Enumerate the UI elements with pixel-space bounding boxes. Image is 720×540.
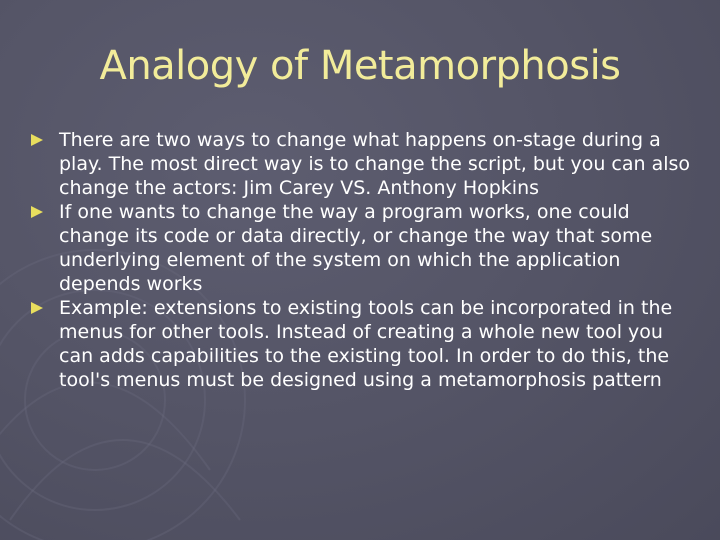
bullet-item xyxy=(31,296,701,392)
bullet-item xyxy=(31,200,701,296)
bullet-text: There are two ways to change what happens on-stage during a play. The most direct way is to change the script, but you can also change the actors: Jim Carey VS. Anthony Hopkins xyxy=(59,129,691,199)
bullet-list xyxy=(31,128,701,392)
bullet-text: Example: extensions to existing tools can be incorporated in the menus for other tools. Instead of creating a whole new tool you can adds capabilities to the existing tool. In order to do this, the tool's menus must be designed using a metamorphosis pattern xyxy=(59,297,673,391)
slide-title: Analogy of Metamorphosis xyxy=(99,43,621,89)
triangle-bullet-icon xyxy=(31,302,43,314)
triangle-bullet-icon xyxy=(31,206,43,218)
triangle-bullet-icon xyxy=(31,134,43,146)
bullet-text: If one wants to change the way a program works, one could change its code or data directly, or change the way that some underlying element of the system on which the application depends works xyxy=(59,201,653,295)
bullet-item xyxy=(31,128,701,200)
